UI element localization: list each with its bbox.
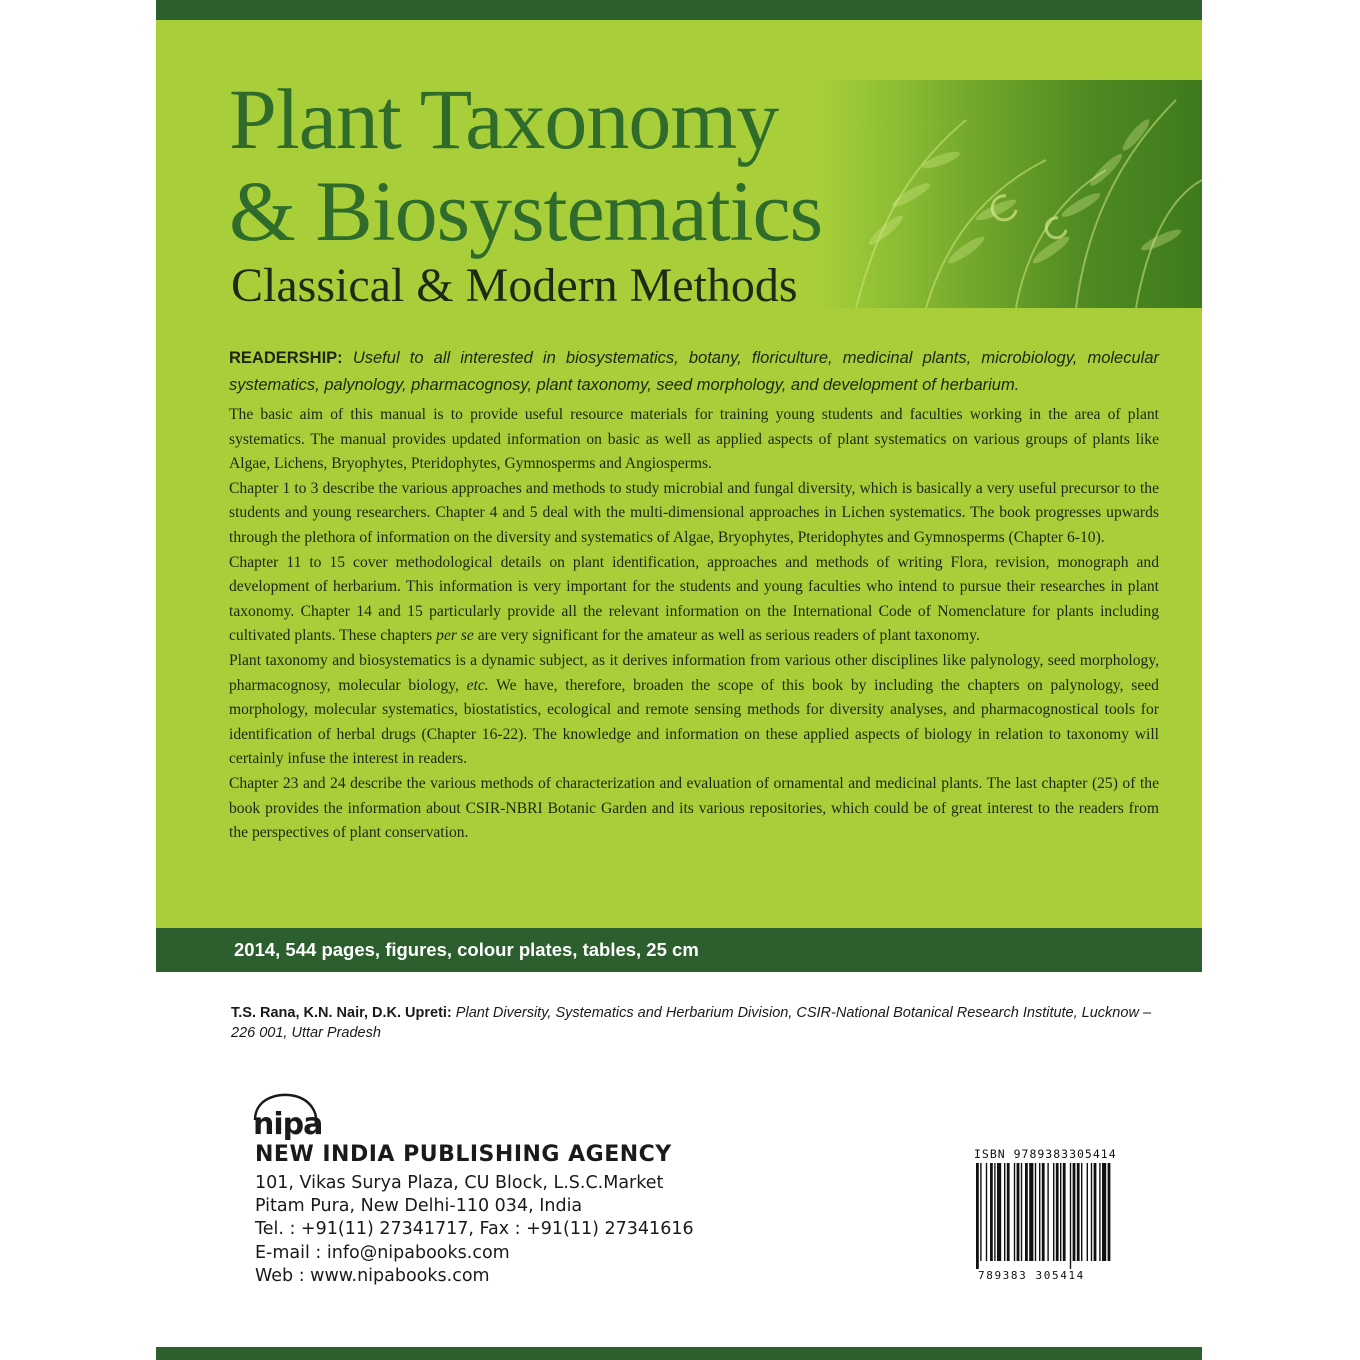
spec-bar bbox=[156, 928, 1202, 972]
paragraph-3 bbox=[229, 551, 1159, 649]
author-names: T.S. Rana, K.N. Nair, D.K. Upreti: bbox=[231, 1005, 452, 1021]
web-line: Web : www.nipabooks.com bbox=[255, 1265, 490, 1286]
spec-text: 2014, 544 pages, figures, colour plates, tables, 25 cm bbox=[234, 939, 699, 960]
subtitle: Classical & Modern Methods bbox=[231, 259, 798, 312]
readership-text: Useful to all interested in biosystematics, botany, floriculture, medicinal plants, microbiology, molecular systematics, palynology, pharmacognosy, plant taxonomy, seed morphology, and development of herbarium. bbox=[229, 349, 1159, 394]
paragraph-4-text: Plant taxonomy and biosystematics is a dynamic subject, as it derives information from various other disciplines like palynology, seed morphology, pharmacognosy, molecular biology, bbox=[229, 651, 1159, 694]
publisher-name: NEW INDIA PUBLISHING AGENCY bbox=[255, 1142, 672, 1167]
paragraph-4 bbox=[229, 649, 1159, 772]
svg-text:nipa: nipa bbox=[253, 1107, 323, 1140]
readership bbox=[229, 345, 1159, 399]
top-stripe bbox=[156, 0, 1202, 20]
isbn-label: ISBN 9789383305414 bbox=[974, 1147, 1117, 1161]
paragraph-4-text-end: We have, therefore, broaden the scope of this book by including the chapters on palynology, seed morphology, molecular systematics, biostatistics, ecological and remote sensing methods for diversity analyses, and pharmacognostical tools for identification of herbal drugs (Chapter 16-22). The knowledge and information on these applied aspects of biology in relation to taxonomy will certainly infuse the interest in readers. bbox=[229, 676, 1159, 768]
bottom-stripe bbox=[156, 1347, 1202, 1360]
title-line-2: & Biosystematics bbox=[229, 163, 823, 259]
barcode-bars bbox=[974, 1163, 1164, 1269]
title-line-1: Plant Taxonomy bbox=[229, 71, 779, 167]
email-line: E-mail : info@nipabooks.com bbox=[255, 1242, 510, 1263]
paragraph-3-text: Chapter 11 to 15 cover methodological details on plant identification, approaches and methods of writing Flora, revision, monograph and development of herbarium. This information is very important for the students and young faculties who intend to pursue their researches in plant taxonomy. Chapter 14 and 15 particularly provide all the relevant information on the International Code of Nomenclature for plants including cultivated plants. These chapters bbox=[229, 553, 1159, 645]
fern-illustration bbox=[816, 80, 1202, 308]
nipa-logo bbox=[249, 1090, 325, 1140]
description-block bbox=[229, 345, 1159, 846]
readership-label: READERSHIP: bbox=[229, 349, 343, 367]
address-line-2: Pitam Pura, New Delhi-110 034, India bbox=[255, 1196, 583, 1217]
barcode-digits: 789383 305414 bbox=[978, 1269, 1085, 1282]
address-line-1: 101, Vikas Surya Plaza, CU Block, L.S.C.Market bbox=[255, 1173, 664, 1193]
paragraph-1: The basic aim of this manual is to provide useful resource materials for training young students and faculties working in the area of plant systematics. The manual provides updated information on basic as well as applied aspects of plant systematics on various groups of plants like Algae, Lichens, Bryophytes, Pteridophytes, Gymnosperms and Angiosperms. bbox=[229, 406, 1159, 473]
paragraph-2: Chapter 1 to 3 describe the various approaches and methods to study microbial and fungal diversity, which is basically a very useful precursor to the students and young researchers. Chapter 4 and 5 deal with the multi-dimensional approaches in Lichen systematics. The book progresses upwards through the plethora of information on the diversity and systematics of Algae, Bryophytes, Pteridophytes and Gymnosperms (Chapter 6-10). bbox=[229, 479, 1159, 546]
paragraph-3-italic: per se bbox=[436, 627, 474, 645]
publisher-address bbox=[255, 1172, 694, 1288]
paragraph-5: Chapter 23 and 24 describe the various methods of characterization and evaluation of ornamental and medicinal plants. The last chapter (25) of the book provides the information about CSIR-NBRI Botanic Garden and its various repositories, which could be of great interest to the readers from the perspectives of plant conservation. bbox=[229, 774, 1159, 842]
phone-line: Tel. : +91(11) 27341717, Fax : +91(11) 27341616 bbox=[255, 1219, 694, 1240]
fern-photo bbox=[816, 80, 1202, 308]
authors bbox=[231, 1003, 1166, 1043]
barcode bbox=[974, 1147, 1164, 1284]
book-back-cover bbox=[156, 0, 1202, 1360]
paragraph-3-text-end: are very significant for the amateur as well as serious readers of plant taxonomy. bbox=[473, 627, 980, 645]
paragraph-4-italic: etc. bbox=[466, 676, 489, 694]
author-affiliation: Plant Diversity, Systematics and Herbarium Division, CSIR-National Botanical Research Institute, Lucknow – 226 001, Uttar Pradesh bbox=[231, 1005, 1152, 1041]
